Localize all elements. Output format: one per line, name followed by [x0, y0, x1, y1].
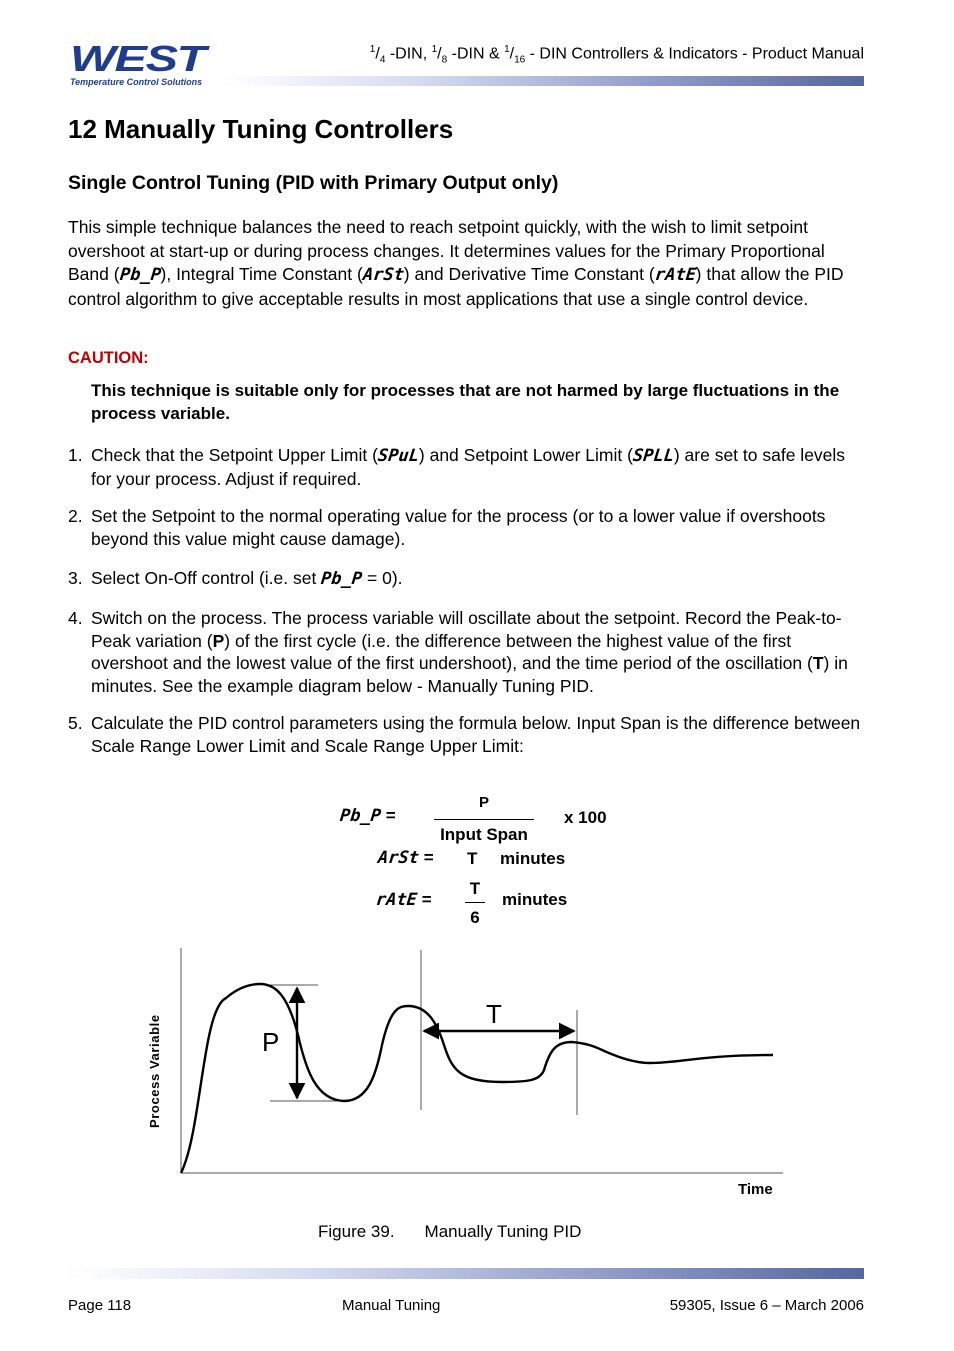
- list-item: 4. Switch on the process. The process variable will oscillate about the setpoint. Record the Peak-to-Peak variation (P) of the first cycle (i.e. the difference between the highest value of the first overshoot and the lowest value of the first undershoot), and the time period of the oscillation (T) in minutes. See the example diagram below - Manually Tuning PID.: [68, 608, 848, 696]
- formula-rate-label: rAtE =: [374, 890, 432, 910]
- list-item: 5. Calculate the PID control parameters using the formula below. Input Span is the difference between Scale Range Lower Limit and Scale Range Upper Limit:: [68, 713, 861, 756]
- display-code: Pb_P: [320, 569, 364, 589]
- p-label: P: [262, 1027, 280, 1057]
- manual-header-title: $^1/_4$ -DIN, $^1/_8$ -DIN & $^1/_{16}$ - DIN Controllers & Indicators - Product Manual: [369, 44, 864, 66]
- document-reference: 59305, Issue 6 – March 2006: [669, 1297, 864, 1314]
- t-label: T: [486, 999, 502, 1029]
- formula-multiplier: x 100: [564, 808, 607, 827]
- caution-label: CAUTION:: [68, 349, 149, 367]
- display-code: SPLL: [631, 446, 675, 466]
- x-axis-label: Time: [738, 1181, 773, 1198]
- formula-rate-unit: minutes: [502, 890, 568, 909]
- logo-tagline: Temperature Control Solutions: [70, 77, 203, 87]
- list-item: 1. Check that the Setpoint Upper Limit (SPuL) and Setpoint Lower Limit (SPLL) are set to safe levels for your process. Adjust if required.: [68, 445, 846, 489]
- display-code: Pb_P: [118, 265, 162, 285]
- formula-pb-p-denominator: Input Span: [440, 825, 528, 844]
- logo-wordmark: WEST: [70, 38, 205, 79]
- display-code: SPuL: [376, 446, 420, 466]
- west-logo: [70, 38, 222, 90]
- display-code: ArSt: [361, 265, 405, 285]
- formula-arst-label: ArSt =: [376, 848, 434, 868]
- tuning-response-diagram: [140, 940, 800, 1210]
- fraction-bar: [434, 819, 534, 820]
- footer-section: Manual Tuning: [342, 1297, 441, 1314]
- list-item: 3. Select On-Off control (i.e. set Pb_P = 0).: [68, 568, 403, 589]
- formula-pb-p-numerator: P: [478, 794, 489, 811]
- section-subtitle: Single Control Tuning (PID with Primary Output only): [68, 172, 559, 194]
- figure-caption: Figure 39. Manually Tuning PID: [318, 1222, 582, 1241]
- formula-rate-denominator: 6: [470, 908, 480, 927]
- caution-text: This technique is suitable only for processes that are not harmed by large fluctuations in the process variable.: [91, 381, 840, 423]
- formula-arst-unit: minutes: [500, 849, 566, 868]
- section-title: 12 Manually Tuning Controllers: [68, 114, 454, 144]
- fraction-bar: [465, 902, 485, 903]
- display-code: rAtE: [653, 265, 697, 285]
- list-item: 2. Set the Setpoint to the normal operating value for the process (or to a lower value if overshoots beyond this value might cause damage).: [68, 506, 826, 549]
- header-rule: [222, 76, 864, 86]
- page-number: Page 118: [68, 1297, 132, 1314]
- intro-paragraph: This simple technique balances the need to reach setpoint quickly, with the wish to limit setpoint overshoot at start-up or during process changes. It determines values for the Primary Proportional Band (Pb_P), Integral Time Constant (ArSt) and Derivative Time Constant (rAtE) that allow the PID control algorithm to give acceptable results in most applications that use a single control device.: [68, 217, 844, 309]
- footer-rule: [68, 1268, 864, 1279]
- formula-pb-p-label: Pb_P =: [338, 806, 396, 826]
- process-variable-curve: [181, 984, 773, 1173]
- formula-arst-value: T: [467, 849, 478, 868]
- y-axis-label: Process Variable: [147, 1014, 162, 1128]
- formula-rate-numerator: T: [469, 879, 481, 898]
